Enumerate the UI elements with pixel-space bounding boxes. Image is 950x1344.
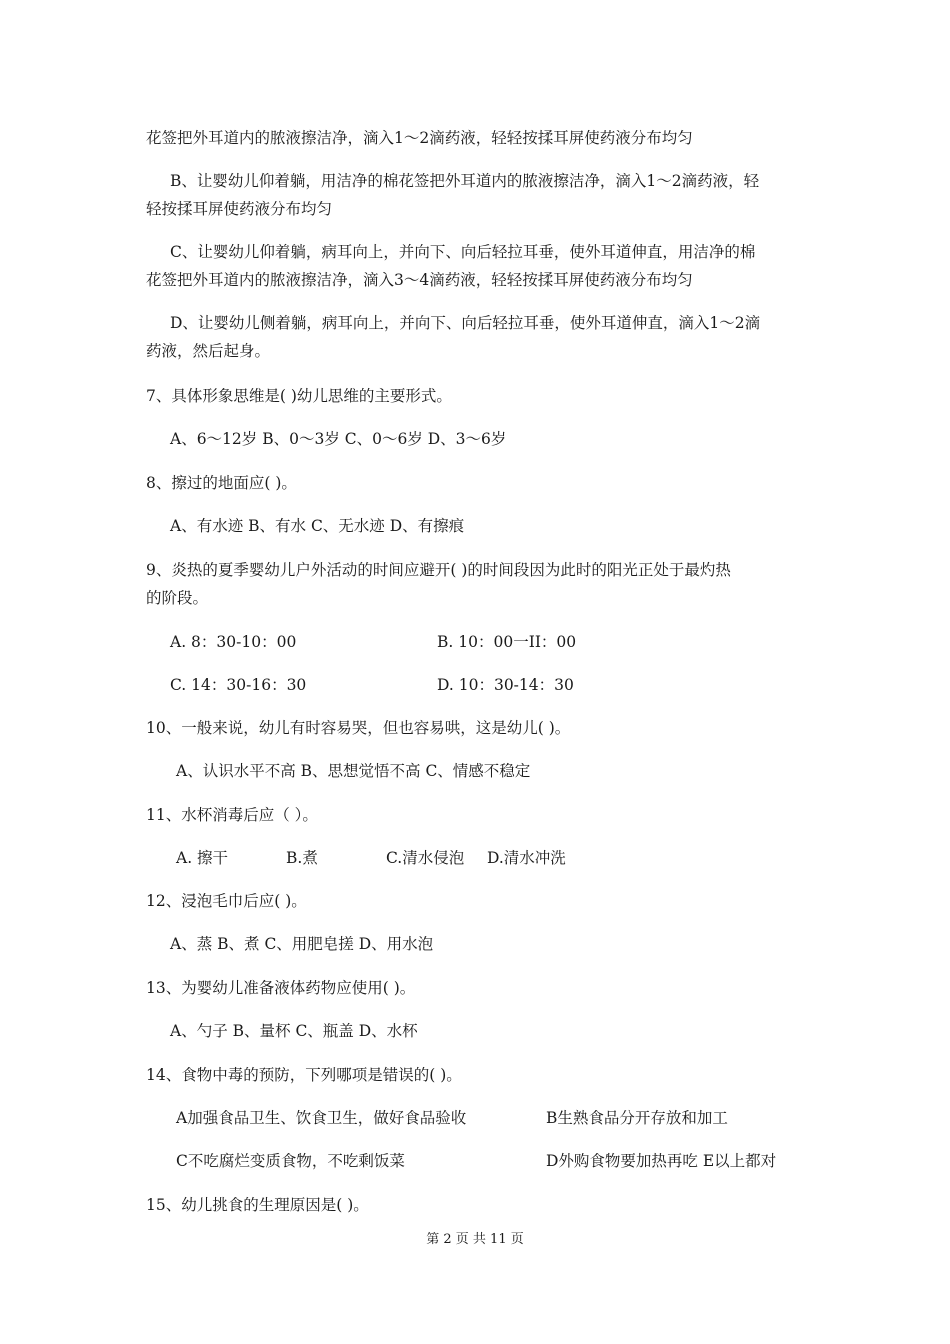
question-11-option-a: A. 擦干 (176, 849, 229, 867)
question-15: 15、幼儿挑食的生理原因是( )。 (146, 1196, 369, 1214)
question-8: 8、擦过的地面应( )。 (146, 474, 297, 492)
question-11-option-b: B.煮 (286, 849, 318, 867)
question-14-option-c: C不吃腐烂变质食物，不吃剩饭菜 (176, 1152, 405, 1170)
question-11-option-d: D.清水冲洗 (487, 849, 566, 867)
question-9: 9、炎热的夏季婴幼儿户外活动的时间应避开( )的时间段因为此时的阳光正处于最灼热 (146, 561, 731, 579)
text-line: 轻按揉耳屏使药液分布均匀 (146, 200, 333, 218)
question-14-option-b: B生熟食品分开存放和加工 (546, 1109, 728, 1127)
question-9-option-d: D. 10：30-14：30 (437, 676, 574, 694)
question-7-options: A、6～12岁 B、0～3岁 C、0～6岁 D、3～6岁 (170, 430, 507, 448)
question-13: 13、为婴幼儿准备液体药物应使用( )。 (146, 979, 416, 997)
question-10: 10、一般来说，幼儿有时容易哭，但也容易哄，这是幼儿( )。 (146, 719, 571, 737)
question-12-options: A、蒸 B、煮 C、用肥皂搓 D、用水泡 (170, 935, 434, 953)
question-10-options: A、认识水平不高 B、思想觉悟不高 C、情感不稳定 (176, 762, 531, 780)
text-line: 药液，然后起身。 (146, 342, 271, 360)
question-9-option-b: B. 10：00一II：00 (437, 633, 577, 651)
question-7: 7、具体形象思维是( )幼儿思维的主要形式。 (146, 387, 452, 405)
question-14-option-a: A加强食品卫生、饮食卫生，做好食品验收 (176, 1109, 467, 1127)
page-footer: 第 2 页 共 11 页 (426, 1232, 524, 1247)
text-line: 花签把外耳道内的脓液擦洁净，滴入1～2滴药液，轻轻按揉耳屏使药液分布均匀 (146, 129, 693, 147)
question-14-option-d: D外购食物要加热再吃 E以上都对 (546, 1152, 777, 1170)
text-line: 花签把外耳道内的脓液擦洁净，滴入3～4滴药液，轻轻按揉耳屏使药液分布均匀 (146, 271, 693, 289)
question-11: 11、水杯消毒后应（ ）。 (146, 806, 318, 824)
text-line: C、让婴幼儿仰着躺，病耳向上，并向下、向后轻拉耳垂，使外耳道伸直，用洁净的棉 (170, 243, 756, 261)
question-11-option-c: C.清水侵泡 (386, 849, 465, 867)
question-12: 12、浸泡毛巾后应( )。 (146, 892, 307, 910)
question-14: 14、食物中毒的预防，下列哪项是错误的( )。 (146, 1066, 462, 1084)
question-9-cont: 的阶段。 (146, 589, 209, 607)
question-8-options: A、有水迹 B、有水 C、无水迹 D、有擦痕 (170, 517, 465, 535)
question-9-option-c: C. 14：30-16：30 (170, 676, 307, 694)
question-13-options: A、勺子 B、量杯 C、瓶盖 D、水杯 (170, 1022, 418, 1040)
question-9-option-a: A. 8：30-10：00 (170, 633, 297, 651)
text-line: B、让婴幼儿仰着躺，用洁净的棉花签把外耳道内的脓液擦洁净，滴入1～2滴药液，轻 (170, 172, 760, 190)
text-line: D、让婴幼儿侧着躺，病耳向上，并向下、向后轻拉耳垂，使外耳道伸直，滴入1～2滴 (170, 314, 761, 332)
